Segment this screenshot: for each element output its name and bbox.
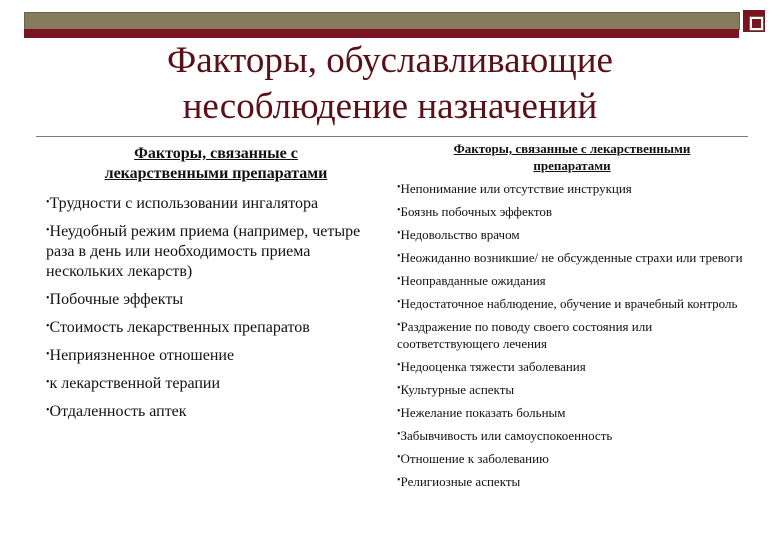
list-item (397, 449, 747, 467)
bullet-icon: • (46, 321, 50, 332)
bullet-icon: • (46, 225, 50, 236)
bullet-icon: • (397, 360, 401, 371)
list-item-text: Нежелание показать больным (400, 405, 566, 420)
bullet-icon: • (397, 320, 401, 331)
left-column (46, 144, 386, 429)
list-item (397, 426, 747, 444)
list-item (46, 401, 386, 422)
left-header-line2: лекарственными препаратами (104, 165, 328, 182)
bullet-icon: • (397, 228, 401, 239)
list-item-text: Культурные аспекты (400, 382, 515, 397)
list-item (46, 373, 386, 394)
corner-square-inner (749, 16, 764, 31)
bullet-icon: • (46, 349, 50, 360)
list-item (397, 225, 747, 243)
bullet-icon: • (397, 429, 401, 440)
bullet-icon: • (397, 182, 401, 193)
left-header-line1: Факторы, связанные с (134, 145, 298, 162)
list-item-text: Побочные эффекты (49, 291, 184, 308)
list-item-text: Неудобный режим приема (например, четыре раза в день или необходимость приема нескольких лекарств) (46, 223, 361, 280)
list-item-text: к лекарственной терапии (49, 375, 221, 392)
corner-square-dot (752, 19, 761, 28)
bullet-icon: • (397, 297, 401, 308)
list-item-text: Стоимость лекарственных препаратов (49, 319, 310, 336)
top-decorative-bar (24, 12, 740, 30)
left-column-header (46, 144, 386, 184)
list-item-text: Боязнь побочных эффектов (400, 204, 553, 219)
right-column (397, 140, 747, 495)
list-item (397, 472, 747, 490)
right-factor-list (397, 179, 747, 490)
list-item-text: Раздражение по поводу своего состояния или соответствующего лечения (397, 319, 653, 351)
bullet-icon: • (397, 475, 401, 486)
list-item-text: Неприязненное отношение (49, 347, 235, 364)
title-divider (36, 136, 748, 137)
list-item (46, 317, 386, 338)
right-header-line1: Факторы, связанные с лекарственными (453, 141, 691, 156)
list-item (46, 193, 386, 214)
list-item (397, 403, 747, 421)
bullet-icon: • (397, 383, 401, 394)
list-item (46, 221, 386, 282)
bullet-icon: • (397, 251, 401, 262)
red-accent-bar (24, 29, 739, 38)
slide-title-line2: несоблюдение назначений (182, 86, 598, 127)
bullet-icon: • (397, 274, 401, 285)
list-item-text: Отношение к заболеванию (400, 451, 549, 466)
right-column-header (397, 140, 747, 174)
list-item (397, 357, 747, 375)
right-header-line2: препаратами (533, 158, 611, 173)
list-item-text: Трудности с использовании ингалятора (49, 195, 319, 212)
bullet-icon: • (46, 377, 50, 388)
list-item-text: Забывчивость или самоуспокоенность (400, 428, 613, 443)
bullet-icon: • (397, 452, 401, 463)
bullet-icon: • (46, 293, 50, 304)
bullet-icon: • (46, 405, 50, 416)
list-item (46, 289, 386, 310)
list-item-text: Неоправданные ожидания (400, 273, 546, 288)
bullet-icon: • (46, 197, 50, 208)
list-item (397, 380, 747, 398)
list-item-text: Недовольство врачом (400, 227, 520, 242)
list-item (397, 248, 747, 266)
bullet-icon: • (397, 406, 401, 417)
list-item (397, 202, 747, 220)
list-item-text: Недостаточное наблюдение, обучение и врачебный контроль (400, 296, 738, 311)
list-item (397, 317, 747, 352)
list-item-text: Неожиданно возникшие/ не обсужденные страхи или тревоги (400, 250, 743, 265)
left-factor-list (46, 193, 386, 422)
slide-title-line1: Факторы, обуславливающие (167, 40, 613, 81)
bullet-icon: • (397, 205, 401, 216)
list-item-text: Непонимание или отсутствие инструкция (400, 181, 632, 196)
list-item-text: Отдаленность аптек (49, 403, 187, 420)
list-item (46, 345, 386, 366)
list-item (397, 294, 747, 312)
list-item-text: Религиозные аспекты (400, 474, 521, 489)
list-item-text: Недооценка тяжести заболевания (400, 359, 586, 374)
list-item (397, 271, 747, 289)
slide-title (40, 38, 740, 130)
list-item (397, 179, 747, 197)
